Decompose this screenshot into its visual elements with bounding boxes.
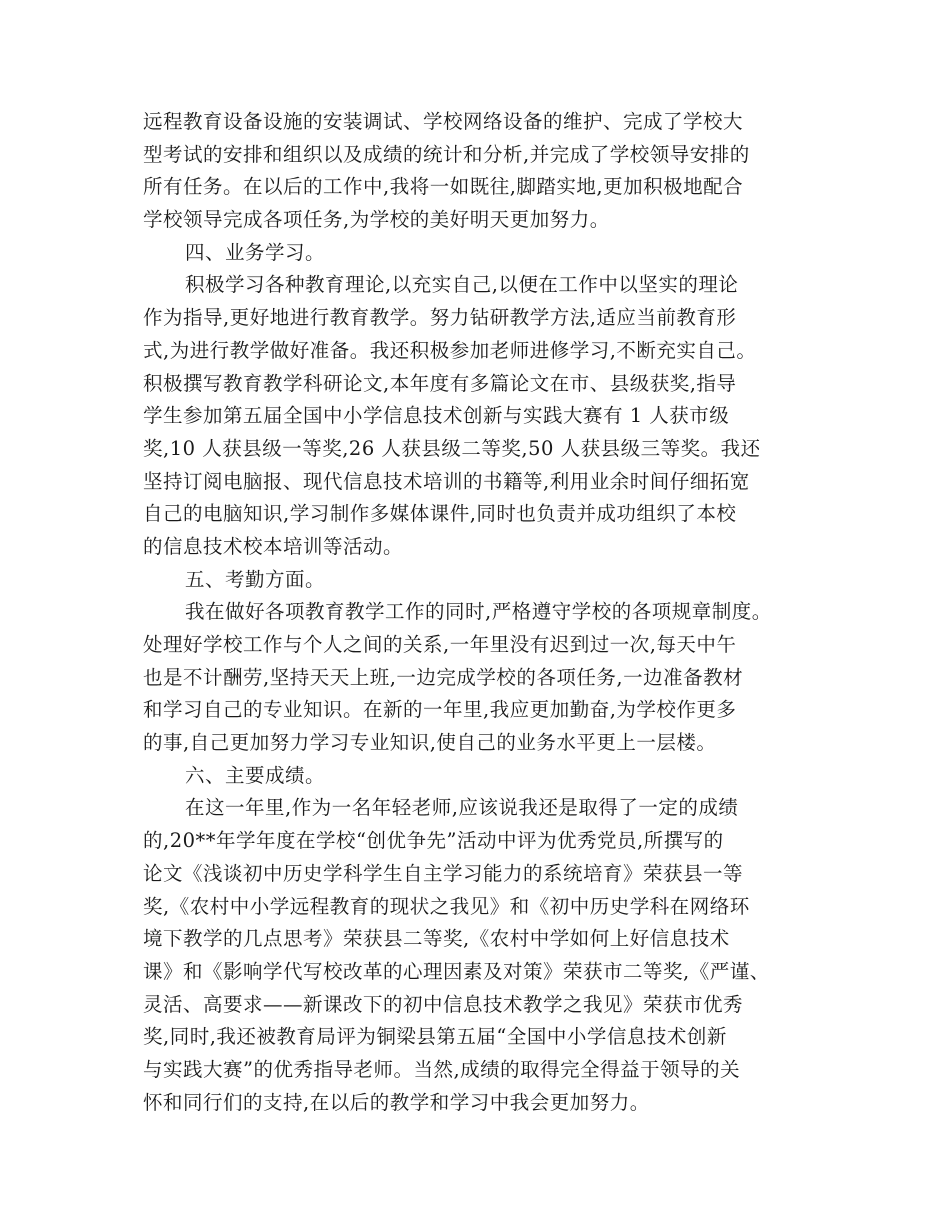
text-line: 在这一年里,作为一名年轻老师,应该说我还是取得了一定的成绩 xyxy=(185,796,739,820)
text-line: 奖,《农村中小学远程教育的现状之我见》和《初中历史学科在网络环 xyxy=(143,894,750,918)
text-line: 积极撰写教育教学科研论文,本年度有多篇论文在市、县级获奖,指导 xyxy=(143,371,737,395)
text-line: 处理好学校工作与个人之间的关系,一年里没有迟到过一次,每天中午 xyxy=(143,633,737,656)
text-line: 学校领导完成各项任务,为学校的美好明天更加努力。 xyxy=(143,208,610,232)
text-line: 奖,10 人获县级一等奖,26 人获县级二等奖,50 人获县级三等奖。我还 xyxy=(143,436,761,460)
text-line: 六、主要成绩。 xyxy=(185,763,326,787)
text-line: 自己的电脑知识,学习制作多媒体课件,同时也负责并成功组织了本校 xyxy=(143,502,737,526)
text-line: 型考试的安排和组织以及成绩的统计和分析,并完成了学校领导安排的 xyxy=(143,142,750,166)
document-body xyxy=(143,106,823,1119)
text-line: 学生参加第五届全国中小学信息技术创新与实践大赛有 1 人获市级 xyxy=(143,404,730,428)
text-line: 的信息技术校本培训等活动。 xyxy=(143,534,404,558)
text-line: 课》和《影响学代写校改革的心理因素及对策》荣获市二等奖,《严谨、 xyxy=(143,959,770,983)
text-line: 式,为进行教学做好准备。我还积极参加老师进修学习,不断充实自己。 xyxy=(143,338,757,362)
text-line: 作为指导,更好地进行教育教学。努力钻研教学方法,适应当前教育形 xyxy=(143,306,737,330)
text-line: 和学习自己的专业知识。在新的一年里,我应更加勤奋,为学校作更多 xyxy=(143,698,737,722)
text-line: 所有任务。在以后的工作中,我将一如既往,脚踏实地,更加积极地配合 xyxy=(143,175,744,199)
text-line: 远程教育设备设施的安装调试、学校网络设备的维护、完成了学校大 xyxy=(143,110,744,133)
text-line: 的,20**年学年度在学校“创优争先”活动中评为优秀党员,所撰写的 xyxy=(143,829,724,853)
text-line: 怀和同行们的支持,在以后的教学和学习中我会更加努力。 xyxy=(143,1090,650,1114)
text-line: 也是不计酬劳,坚持天天上班,一边完成学校的各项任务,一边准备教材 xyxy=(143,665,744,689)
text-line: 论文《浅谈初中历史学科学生自主学习能力的系统培育》荣获县一等 xyxy=(143,861,744,885)
text-line: 境下教学的几点思考》荣获县二等奖,《农村中学如何上好信息技术 xyxy=(143,927,730,951)
text-line: 我在做好各项教育教学工作的同时,严格遵守学校的各项规章制度。 xyxy=(185,600,772,624)
text-line: 灵活、高要求——新课改下的初中信息技术教学之我见》荣获市优秀 xyxy=(143,992,744,1016)
text-line: 四、业务学习。 xyxy=(185,240,326,264)
text-line: 五、考勤方面。 xyxy=(185,567,326,591)
text-line: 奖,同时,我还被教育局评为铜梁县第五届“全国中小学信息技术创新 xyxy=(143,1025,727,1049)
text-line: 的事,自己更加努力学习专业知识,使自己的业务水平更上一层楼。 xyxy=(143,731,717,755)
text-line: 与实践大赛”的优秀指导老师。当然,成绩的取得完全得益于领导的关 xyxy=(143,1057,741,1081)
text-line: 积极学习各种教育理论,以充实自己,以便在工作中以坚实的理论 xyxy=(185,273,739,297)
text-line: 坚持订阅电脑报、现代信息技术培训的书籍等,利用业余时间仔细拓宽 xyxy=(143,469,750,493)
